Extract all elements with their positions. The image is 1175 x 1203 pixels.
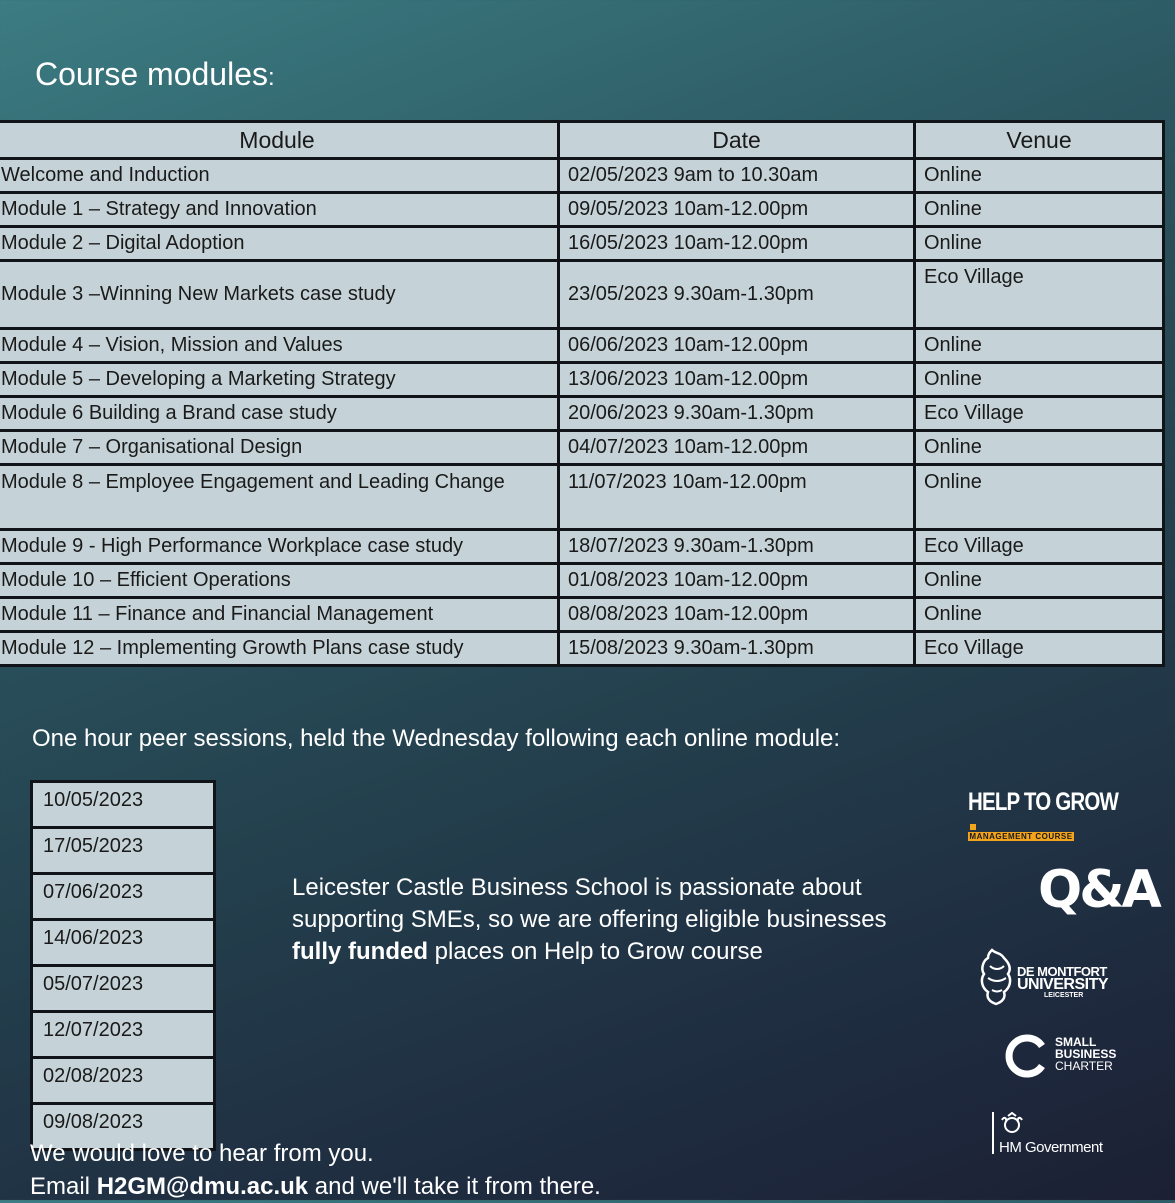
table-row — [0, 530, 1164, 564]
venue-cell: Online — [915, 564, 1164, 598]
date-cell: 08/08/2023 10am-12.00pm — [559, 598, 915, 632]
list-item — [32, 828, 215, 874]
hm-government-logo: HM Government — [992, 1112, 1122, 1160]
list-item — [32, 966, 215, 1012]
date-cell: 20/06/2023 9.30am-1.30pm — [559, 397, 915, 431]
module-cell: Module 4 – Vision, Mission and Values — [0, 329, 559, 363]
table-row — [0, 397, 1164, 431]
peer-date-cell: 07/06/2023 — [32, 874, 215, 920]
list-item — [32, 920, 215, 966]
list-item — [32, 874, 215, 920]
date-cell: 15/08/2023 9.30am-1.30pm — [559, 632, 915, 666]
date-cell: 06/06/2023 10am-12.00pm — [559, 329, 915, 363]
table-row — [0, 363, 1164, 397]
contact-line: We would love to hear from you. — [30, 1140, 374, 1167]
peer-sessions-heading: One hour peer sessions, held the Wednesday following each online module: — [32, 725, 841, 752]
peer-date-cell: 02/08/2023 — [32, 1058, 215, 1104]
module-cell: Module 8 – Employee Engagement and Leading Change — [0, 465, 559, 530]
list-item — [32, 782, 215, 828]
venue-cell: Eco Village — [915, 530, 1164, 564]
help-to-grow-logo: HELP TO GROW MANAGEMENT COURSE — [968, 788, 1118, 841]
venue-cell: Online — [915, 465, 1164, 530]
fully-funded-emphasis: fully funded — [292, 938, 428, 965]
table-row — [0, 227, 1164, 261]
venue-cell: Online — [915, 598, 1164, 632]
peer-date-cell: 17/05/2023 — [32, 828, 215, 874]
email-line: Email H2GM@dmu.ac.uk and we'll take it from there. — [30, 1173, 601, 1200]
date-cell: 23/05/2023 9.30am-1.30pm — [559, 261, 915, 329]
module-cell: Module 5 – Developing a Marketing Strategy — [0, 363, 559, 397]
date-cell: 16/05/2023 10am-12.00pm — [559, 227, 915, 261]
module-cell: Module 1 – Strategy and Innovation — [0, 193, 559, 227]
list-item — [32, 1058, 215, 1104]
dmu-lion-icon — [978, 948, 1016, 1006]
qa-logo: Q&A — [1038, 860, 1159, 920]
table-row — [0, 564, 1164, 598]
contact-info — [30, 1137, 601, 1203]
date-cell: 13/06/2023 10am-12.00pm — [559, 363, 915, 397]
module-cell: Module 9 - High Performance Workplace case study — [0, 530, 559, 564]
peer-date-cell: 05/07/2023 — [32, 966, 215, 1012]
table-row — [0, 329, 1164, 363]
page-title: Course modules: — [35, 56, 275, 92]
venue-cell: Online — [915, 159, 1164, 193]
venue-cell: Online — [915, 431, 1164, 465]
peer-dates-table — [30, 780, 216, 1151]
table-row — [0, 159, 1164, 193]
charter-ring-icon — [1005, 1034, 1049, 1078]
list-item — [32, 1012, 215, 1058]
table-row — [0, 465, 1164, 530]
venue-cell: Online — [915, 193, 1164, 227]
dmu-logo: DE MONTFORT UNIVERSITY LEICESTER — [978, 948, 1118, 1006]
peer-date-cell: 10/05/2023 — [32, 782, 215, 828]
module-cell: Module 3 –Winning New Markets case study — [0, 261, 559, 329]
peer-date-cell: 14/06/2023 — [32, 920, 215, 966]
email-link[interactable]: H2GM@dmu.ac.uk — [96, 1173, 309, 1200]
module-cell: Module 7 – Organisational Design — [0, 431, 559, 465]
module-cell: Module 2 – Digital Adoption — [0, 227, 559, 261]
funding-blurb: Leicester Castle Business School is passionate about supporting SMEs, so we are offering eligible businesses fully funded places on Help to Grow course — [292, 874, 887, 965]
small-business-charter-logo: SMALL BUSINESS CHARTER — [1005, 1034, 1125, 1079]
peer-date-cell: 09/08/2023 — [32, 1104, 215, 1150]
date-cell: 11/07/2023 10am-12.00pm — [559, 465, 915, 530]
venue-cell: Online — [915, 329, 1164, 363]
module-cell: Module 11 – Finance and Financial Management — [0, 598, 559, 632]
header-venue: Venue — [915, 122, 1164, 159]
table-row — [0, 261, 1164, 329]
venue-cell: Online — [915, 227, 1164, 261]
date-cell: 02/05/2023 9am to 10.30am — [559, 159, 915, 193]
module-cell: Module 10 – Efficient Operations — [0, 564, 559, 598]
table-row — [0, 632, 1164, 666]
date-cell: 09/05/2023 10am-12.00pm — [559, 193, 915, 227]
table-row — [0, 193, 1164, 227]
date-cell: 04/07/2023 10am-12.00pm — [559, 431, 915, 465]
peer-date-cell: 12/07/2023 — [32, 1012, 215, 1058]
table-row — [0, 598, 1164, 632]
table-row — [0, 431, 1164, 465]
venue-cell: Online — [915, 363, 1164, 397]
header-module: Module — [0, 122, 559, 159]
module-cell: Welcome and Induction — [0, 159, 559, 193]
header-date: Date — [559, 122, 915, 159]
module-cell: Module 12 – Implementing Growth Plans case study — [0, 632, 559, 666]
module-cell: Module 6 Building a Brand case study — [0, 397, 559, 431]
modules-table — [0, 120, 1165, 667]
venue-cell: Eco Village — [915, 397, 1164, 431]
date-cell: 18/07/2023 9.30am-1.30pm — [559, 530, 915, 564]
modules-header-row — [0, 122, 1164, 159]
venue-cell: Eco Village — [915, 261, 1164, 329]
royal-crest-icon — [998, 1112, 1026, 1138]
date-cell: 01/08/2023 10am-12.00pm — [559, 564, 915, 598]
venue-cell: Eco Village — [915, 632, 1164, 666]
